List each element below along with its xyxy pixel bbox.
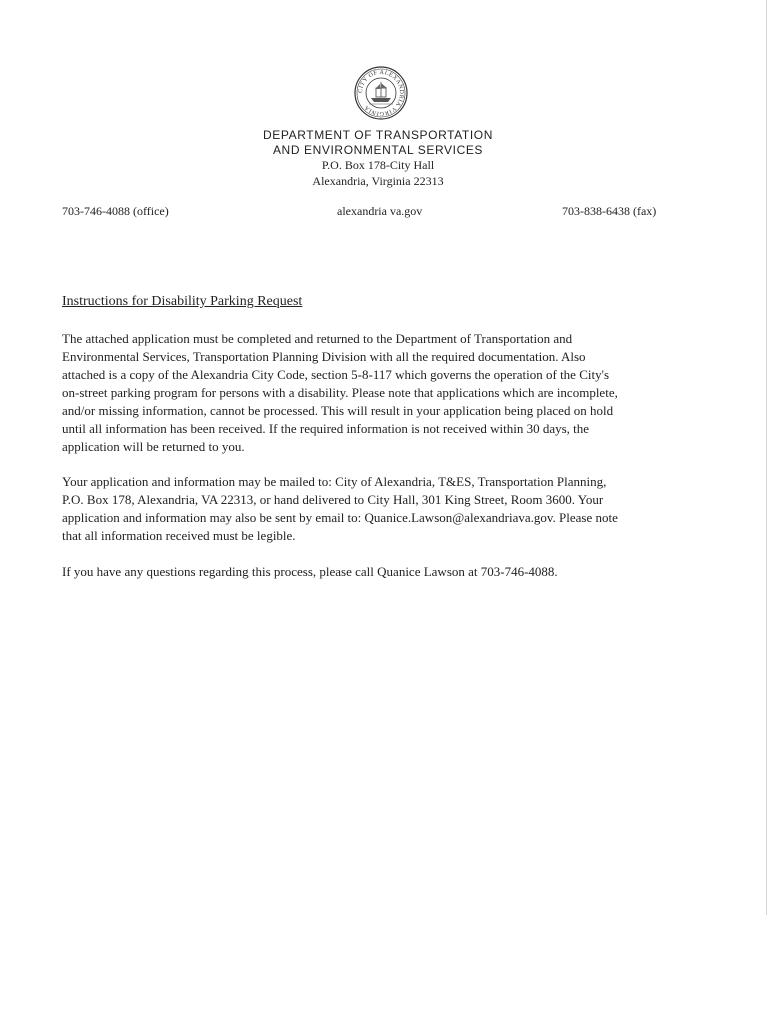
- paragraph-line: Your application and information may be mailed to: City of Alexandria, T&ES, Transportation Planning,: [62, 474, 607, 489]
- office-phone: 703-746-4088 (office): [62, 204, 169, 218]
- paragraph-line: Environmental Services, Transportation Planning Division with all the required documentation. Also: [62, 349, 586, 364]
- address-line1: P.O. Box 178-City Hall: [321, 158, 435, 172]
- paragraph-line: attached is a copy of the Alexandria City Code, section 5-8-117 which governs the operation of the City's: [62, 367, 610, 382]
- paragraph-line: that all information received must be legible.: [62, 528, 296, 543]
- document-heading: Instructions for Disability Parking Request: [62, 294, 303, 309]
- svg-text:CITY OF ALEXANDRIA VIRGINIA: CITY OF ALEXANDRIA VIRGINIA: [357, 69, 405, 117]
- department-name-line2: AND ENVIRONMENTAL SERVICES: [272, 143, 484, 157]
- paragraph-line: If you have any questions regarding this process, please call Quanice Lawson at 703-746-4088.: [62, 564, 558, 579]
- paragraph-line: until all information has been received. If the required information is not received within 30 days, the: [62, 421, 590, 436]
- website-text: alexandria va.gov: [337, 204, 423, 218]
- paragraph-line: The attached application must be completed and returned to the Department of Transportation and: [62, 331, 573, 346]
- paragraph-line: and/or missing information, cannot be processed. This will result in your application being placed on hold: [62, 403, 614, 418]
- submission-paragraph: [62, 473, 712, 545]
- city-seal-logo: [354, 66, 408, 120]
- address-line2: Alexandria, Virginia 22313: [312, 174, 444, 188]
- fax-phone: 703-838-6438 (fax): [562, 204, 657, 218]
- instructions-paragraph: [62, 330, 712, 456]
- paragraph-line: P.O. Box 178, Alexandria, VA 22313, or hand delivered to City Hall, 301 King Street, Room 3600. Your: [62, 492, 604, 507]
- department-name-line1: DEPARTMENT OF TRANSPORTATION: [263, 128, 493, 142]
- page-edge-divider: [766, 0, 767, 915]
- paragraph-line: on-street parking program for persons with a disability. Please note that applications which are incomplete,: [62, 385, 618, 400]
- contact-paragraph: [62, 563, 712, 581]
- paragraph-line: application will be returned to you.: [62, 439, 245, 454]
- paragraph-line: application and information may also be sent by email to: Quanice.Lawson@alexandriava.gov. Please note: [62, 510, 618, 525]
